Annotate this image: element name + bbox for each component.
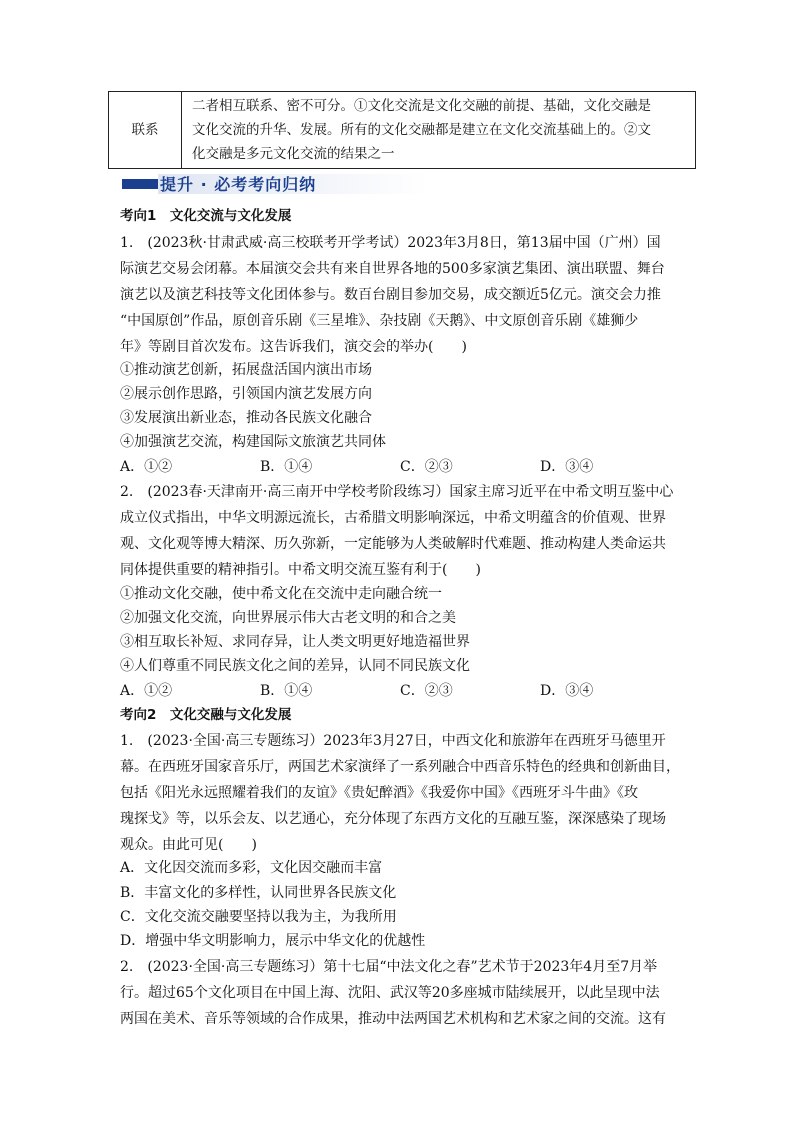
question-2-choice-c: C．②③ [400, 683, 453, 699]
question-2-line: 2. (2023春·天津南开·高三南开中学校考阶段练习）国家主席习近平在中希文明互鉴中心 [120, 484, 674, 500]
question-2-choice-d: D．③④ [540, 683, 594, 699]
question-2-line: 观、文化观等博大精深、历久弥新，一定能够为人类破解时代难题、推动构建人类命运共 [120, 536, 666, 552]
question-2-line: 同体提供重要的精神指引。中希文明交流互鉴有利于( ) [120, 562, 481, 578]
question-2-item: ①推动文化交融，使中希文化在交流中走向融合统一 [120, 586, 442, 602]
question-1-choice-b: B．①④ [260, 459, 313, 475]
table-text-line: 文化交流的升华、发展。所有的文化交融都是建立在文化交流基础上的。②文 [192, 122, 651, 138]
question-3-line: 包括《阳光永远照耀着我们的友谊》《贵妃醉酒》《我爱你中国》《西班牙斗牛曲》《玫 [120, 785, 638, 801]
section-heading-2: 考向2 文化交融与文化发展 [120, 707, 292, 723]
question-4-line: 行。超过65个文化项目在中国上海、沈阳、武汉等20多座城市陆续展开，以此呈现中法 [120, 985, 660, 1001]
table-text-line: 化交融是多元文化交流的结果之一 [192, 146, 395, 162]
question-1-item: ③发展演出新业态，推动各民族文化融合 [120, 410, 372, 426]
section-heading-1: 考向1 文化交流与文化发展 [120, 208, 292, 224]
section-banner [122, 171, 432, 197]
question-3-option: C．文化交流交融要坚持以我为主，为我所用 [120, 909, 397, 925]
question-1-choice-d: D．③④ [540, 459, 594, 475]
question-4-line: 2. (2023·全国·高三专题练习）第十七届“中法文化之春”艺术节于2023年4月至7月举 [120, 959, 658, 975]
table-row [109, 92, 696, 169]
question-2-item: ④人们尊重不同民族文化之间的差异，认同不同民族文化 [120, 658, 470, 674]
question-3-line: 1. (2023·全国·高三专题练习）2023年3月27日，中西文化和旅游年在西班牙马德里开 [120, 733, 666, 749]
question-1-line: “中国原创”作品，原创音乐剧《三星堆》、杂技剧《天鹅》、中文原创音乐剧《雄狮少 [120, 313, 639, 329]
banner-title: 提升 · 必考考向归纳 [160, 175, 317, 194]
comparison-table [108, 91, 696, 169]
question-1-line: 际演艺交易会闭幕。本届演交会共有来自世界各地的500多家演艺集团、演出联盟、舞台 [120, 261, 665, 277]
question-1-line: 1. (2023秋·甘肃武威·高三校联考开学考试）2023年3月8日，第13届中国（广州）国 [120, 235, 661, 251]
question-2-choice-b: B．①④ [260, 683, 313, 699]
banner-bar [122, 179, 158, 189]
question-1-line: 年》等剧目首次发布。这告诉我们，演交会的举办( ) [120, 339, 467, 355]
question-2-item: ③相互取长补短、求同存异，让人类文明更好地造福世界 [120, 634, 470, 650]
question-1-line: 演艺以及演艺科技等文化团体参与。数百台剧目参加交易，成交额近5亿元。演交会力推 [120, 287, 661, 303]
question-3-option: A．文化因交流而多彩，文化因交融而丰富 [120, 860, 383, 876]
question-3-line: 瑰探戈》等，以乐会友、以艺通心，充分体现了东西方文化的互融互鉴，深深感染了现场 [120, 811, 666, 827]
question-1-item: ②展示创作思路，引领国内演艺发展方向 [120, 386, 372, 402]
question-1-item: ④加强演艺交流，构建国际文旅演艺共同体 [120, 434, 386, 450]
question-3-option: D．增强中华文明影响力，展示中华文化的优越性 [120, 933, 426, 949]
question-1-choice-a: A．①② [120, 459, 173, 475]
question-2-choice-a: A．①② [120, 683, 173, 699]
question-1-choice-c: C．②③ [400, 459, 453, 475]
question-1-item: ①推动演艺创新，拓展盘活国内演出市场 [120, 362, 372, 378]
question-3-line: 观众。由此可见( ) [120, 837, 257, 853]
table-label-cell: 联系 [109, 92, 182, 169]
question-4-line: 两国在美术、音乐等领域的合作成果，推动中法两国艺术机构和艺术家之间的交流。这有 [120, 1011, 666, 1027]
question-2-line: 成立仪式指出，中华文明源远流长，古希腊文明影响深远，中希文明蕴含的价值观、世界 [120, 510, 666, 526]
table-text-line: 二者相互联系、密不可分。①文化交流是文化交融的前提、基础，文化交融是 [192, 98, 651, 114]
question-2-item: ②加强文化交流，向世界展示伟大古老文明的和合之美 [120, 610, 456, 626]
table-content-cell [182, 92, 696, 169]
question-3-line: 幕。在西班牙国家音乐厅，两国艺术家演绎了一系列融合中西音乐特色的经典和创新曲目， [120, 759, 680, 775]
question-3-option: B．丰富文化的多样性，认同世界各民族文化 [120, 885, 397, 901]
